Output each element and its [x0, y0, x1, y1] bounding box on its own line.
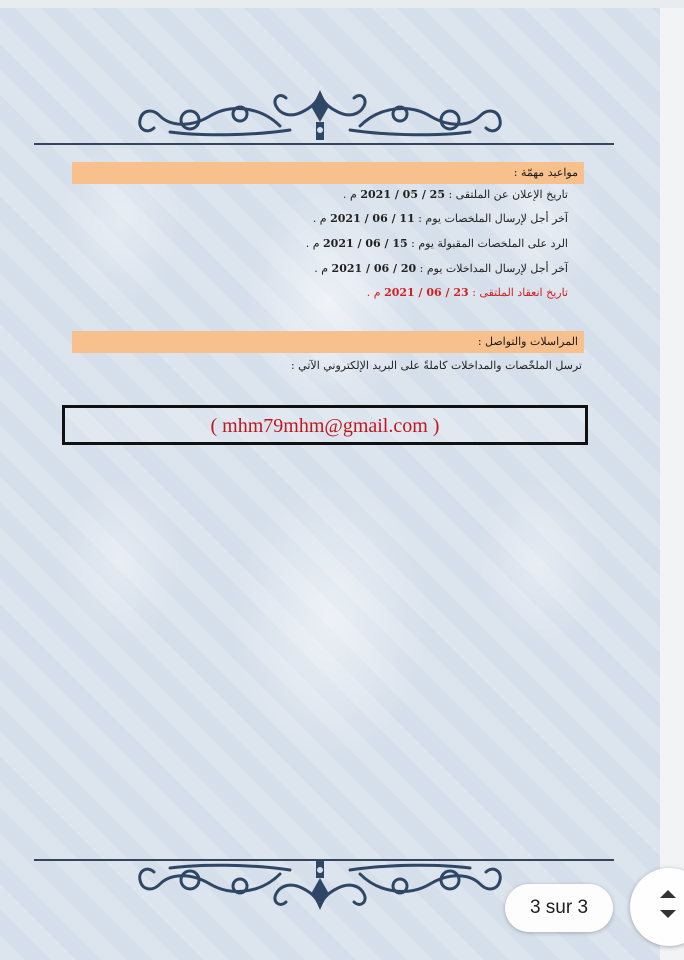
deadline-conference-date: تاريخ انعقاد الملتقى : 23 / 06 / 2021 م .	[366, 286, 568, 299]
viewer-top-strip	[0, 0, 684, 8]
deadline-abstracts: آخر أجل لإرسال الملخصات يوم : 11 / 06 / 2021 م .	[312, 212, 568, 225]
deadlines-heading: مواعيد مهمّة :	[72, 162, 584, 184]
viewer-gutter	[660, 0, 684, 960]
chevron-up-icon[interactable]	[660, 890, 676, 898]
contact-heading: المراسلات والتواصل :	[72, 331, 584, 353]
contact-intro: ترسل الملخّصات والمداخلات كاملةً على البريد الإلكتروني الآتي :	[290, 359, 582, 372]
deadline-announcement: تاريخ الإعلان عن الملتقى : 25 / 05 / 2021 م .	[343, 188, 568, 201]
bottom-ornament	[130, 854, 510, 914]
top-ornament	[130, 86, 510, 146]
email-address[interactable]: ( mhm79mhm@gmail.com )	[62, 405, 588, 445]
top-divider	[34, 143, 614, 145]
page-indicator: 3 sur 3	[505, 884, 613, 932]
deadline-acceptance: الرد على الملخصات المقبولة يوم : 15 / 06 / 2021 م .	[305, 237, 568, 250]
deadline-papers: آخر أجل لإرسال المداخلات يوم : 20 / 06 / 2021 م .	[314, 262, 568, 275]
chevron-down-icon[interactable]	[660, 910, 676, 918]
